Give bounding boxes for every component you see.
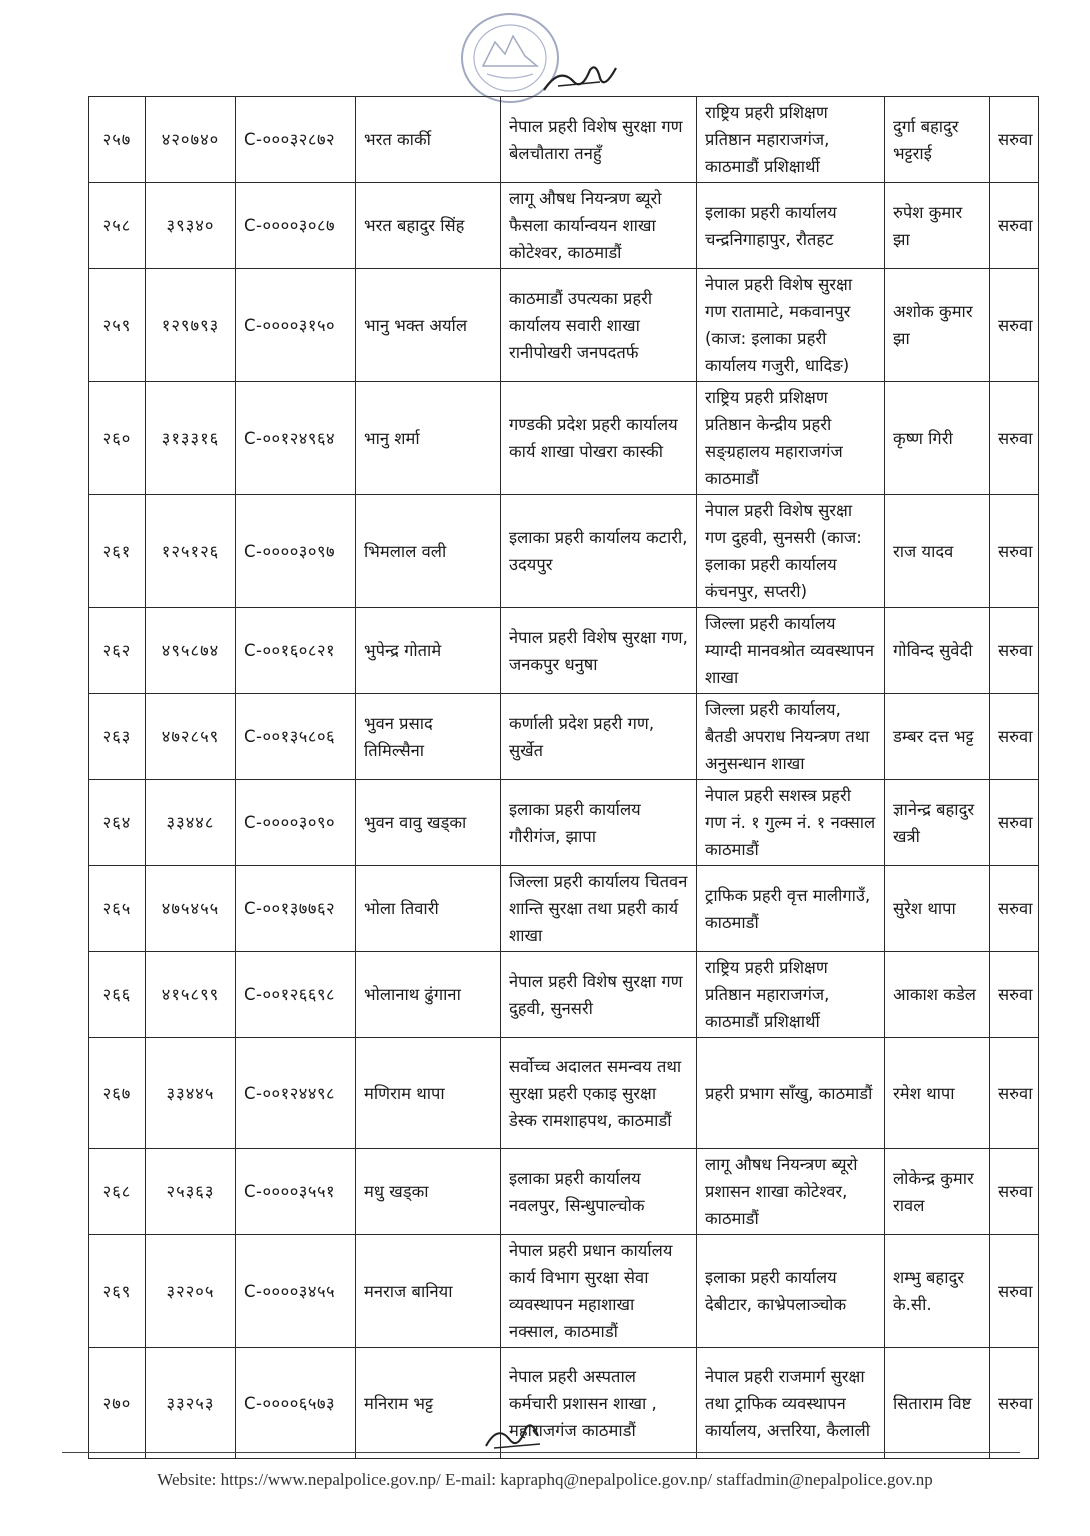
decided-by-cell: रमेश थापा (885, 1038, 990, 1149)
employee-id-cell: १२५१२६ (146, 495, 236, 608)
serial-number-cell: २६६ (89, 952, 146, 1038)
action-cell: सरुवा (990, 495, 1039, 608)
employee-name-cell: भोलानाथ ढुंगाना (356, 952, 501, 1038)
from-office-cell: नेपाल प्रहरी विशेष सुरक्षा गण दुहवी, सुनसरी (501, 952, 697, 1038)
action-cell: सरुवा (990, 382, 1039, 495)
code-cell: C-००००३५५१ (236, 1149, 356, 1235)
employee-id-cell: ३९३४० (146, 183, 236, 269)
signature-top-icon (540, 60, 620, 100)
from-office-cell: नेपाल प्रहरी प्रधान कार्यालय कार्य विभाग सुरक्षा सेवा व्यवस्थापन महाशाखा नक्साल, काठमाडौं (501, 1235, 697, 1348)
action-cell: सरुवा (990, 1149, 1039, 1235)
to-office-cell: नेपाल प्रहरी राजमार्ग सुरक्षा तथा ट्राफिक व्यवस्थापन कार्यालय, अत्तरिया, कैलाली (697, 1348, 885, 1459)
serial-number-cell: २६० (89, 382, 146, 495)
from-office-cell: इलाका प्रहरी कार्यालय नवलपुर, सिन्धुपाल्चोक (501, 1149, 697, 1235)
employee-name-cell: भिमलाल वली (356, 495, 501, 608)
table-row (89, 1149, 1039, 1235)
action-cell: सरुवा (990, 1348, 1039, 1459)
employee-id-cell: ३३२५३ (146, 1348, 236, 1459)
employee-name-cell: मणिराम थापा (356, 1038, 501, 1149)
to-office-cell: राष्ट्रिय प्रहरी प्रशिक्षण प्रतिष्ठान महाराजगंज, काठमाडौं प्रशिक्षार्थी (697, 952, 885, 1038)
decided-by-cell: राज यादव (885, 495, 990, 608)
table-row (89, 382, 1039, 495)
serial-number-cell: २६२ (89, 608, 146, 694)
table-row (89, 1348, 1039, 1459)
employee-id-cell: ४७२८५९ (146, 694, 236, 780)
table-row (89, 952, 1039, 1038)
serial-number-cell: २६७ (89, 1038, 146, 1149)
action-cell: सरुवा (990, 866, 1039, 952)
from-office-cell: इलाका प्रहरी कार्यालय कटारी, उदयपुर (501, 495, 697, 608)
from-office-cell: नेपाल प्रहरी विशेष सुरक्षा गण, जनकपुर धनुषा (501, 608, 697, 694)
action-cell: सरुवा (990, 183, 1039, 269)
action-cell: सरुवा (990, 97, 1039, 183)
to-office-cell: नेपाल प्रहरी सशस्त्र प्रहरी गण नं. १ गुल्म नं. १ नक्साल काठमाडौं (697, 780, 885, 866)
table-row (89, 694, 1039, 780)
table-row (89, 1235, 1039, 1348)
table-row (89, 183, 1039, 269)
code-cell: C-००००३०९० (236, 780, 356, 866)
action-cell: सरुवा (990, 694, 1039, 780)
employee-name-cell: भुवन वावु खड्का (356, 780, 501, 866)
employee-id-cell: ३३४४५ (146, 1038, 236, 1149)
employee-name-cell: भरत कार्की (356, 97, 501, 183)
employee-id-cell: ३२२०५ (146, 1235, 236, 1348)
from-office-cell: लागू औषध नियन्त्रण ब्यूरो फैसला कार्यान्वयन शाखा कोटेश्वर, काठमाडौं (501, 183, 697, 269)
from-office-cell: कर्णाली प्रदेश प्रहरी गण, सुर्खेत (501, 694, 697, 780)
employee-id-cell: २५३६३ (146, 1149, 236, 1235)
footer-contact: Website: https://www.nepalpolice.gov.np/ E-mail: kapraphq@nepalpolice.gov.np/ staffadmin@nepalpolice.gov.np (157, 1470, 933, 1489)
action-cell: सरुवा (990, 269, 1039, 382)
decided-by-cell: गोविन्द सुवेदी (885, 608, 990, 694)
table-row (89, 608, 1039, 694)
employee-id-cell: ४२०७४० (146, 97, 236, 183)
serial-number-cell: २५८ (89, 183, 146, 269)
to-office-cell: इलाका प्रहरी कार्यालय देबीटार, काभ्रेपलाञ्चोक (697, 1235, 885, 1348)
to-office-cell: नेपाल प्रहरी विशेष सुरक्षा गण दुहवी, सुनसरी (काज: इलाका प्रहरी कार्यालय कंचनपुर, सप्तरी) (697, 495, 885, 608)
table-row (89, 269, 1039, 382)
code-cell: C-००००३०९७ (236, 495, 356, 608)
signature-bottom-icon (480, 1416, 550, 1456)
decided-by-cell: सिताराम विष्ट (885, 1348, 990, 1459)
employee-name-cell: भुवन प्रसाद तिमिल्सैना (356, 694, 501, 780)
serial-number-cell: २६८ (89, 1149, 146, 1235)
employee-name-cell: मधु खड्का (356, 1149, 501, 1235)
to-office-cell: जिल्ला प्रहरी कार्यालय, बैतडी अपराध नियन्त्रण तथा अनुसन्धान शाखा (697, 694, 885, 780)
from-office-cell: इलाका प्रहरी कार्यालय गौरीगंज, झापा (501, 780, 697, 866)
decided-by-cell: ज्ञानेन्द्र बहादुर खत्री (885, 780, 990, 866)
from-office-cell: काठमाडौं उपत्यका प्रहरी कार्यालय सवारी शाखा रानीपोखरी जनपदतर्फ (501, 269, 697, 382)
table-row (89, 1038, 1039, 1149)
employee-name-cell: भानु भक्त अर्याल (356, 269, 501, 382)
decided-by-cell: रुपेश कुमार झा (885, 183, 990, 269)
employee-name-cell: भुपेन्द्र गोतामे (356, 608, 501, 694)
action-cell: सरुवा (990, 1038, 1039, 1149)
to-office-cell: ट्राफिक प्रहरी वृत्त मालीगाउँ, काठमाडौं (697, 866, 885, 952)
decided-by-cell: आकाश कडेल (885, 952, 990, 1038)
from-office-cell: नेपाल प्रहरी विशेष सुरक्षा गण बेलचौतारा तनहुँ (501, 97, 697, 183)
employee-id-cell: ४७५४५५ (146, 866, 236, 952)
serial-number-cell: २७० (89, 1348, 146, 1459)
decided-by-cell: दुर्गा बहादुर भट्टराई (885, 97, 990, 183)
from-office-cell: नेपाल प्रहरी अस्पताल कर्मचारी प्रशासन शाखा , महाराजगंज काठमाडौं (501, 1348, 697, 1459)
from-office-cell: जिल्ला प्रहरी कार्यालय चितवन शान्ति सुरक्षा तथा प्रहरी कार्य शाखा (501, 866, 697, 952)
table-row (89, 866, 1039, 952)
employee-name-cell: भोला तिवारी (356, 866, 501, 952)
action-cell: सरुवा (990, 608, 1039, 694)
employee-id-cell: १२९७९३ (146, 269, 236, 382)
serial-number-cell: २५९ (89, 269, 146, 382)
employee-name-cell: मनिराम भट्ट (356, 1348, 501, 1459)
action-cell: सरुवा (990, 780, 1039, 866)
table-row (89, 780, 1039, 866)
employee-id-cell: ३३४४८ (146, 780, 236, 866)
decided-by-cell: कृष्ण गिरी (885, 382, 990, 495)
employee-name-cell: भानु शर्मा (356, 382, 501, 495)
serial-number-cell: २६९ (89, 1235, 146, 1348)
decided-by-cell: डम्बर दत्त भट्ट (885, 694, 990, 780)
code-cell: C-००१२६६९८ (236, 952, 356, 1038)
employee-name-cell: मनराज बानिया (356, 1235, 501, 1348)
employee-id-cell: ४१५८९९ (146, 952, 236, 1038)
code-cell: C-०००३२८७२ (236, 97, 356, 183)
serial-number-cell: २६१ (89, 495, 146, 608)
transfer-roster-table (88, 96, 1039, 1459)
code-cell: C-००१३५८०६ (236, 694, 356, 780)
code-cell: C-००००६५७३ (236, 1348, 356, 1459)
to-office-cell: राष्ट्रिय प्रहरी प्रशिक्षण प्रतिष्ठान महाराजगंज, काठमाडौं प्रशिक्षार्थी (697, 97, 885, 183)
table-row (89, 97, 1039, 183)
code-cell: C-००१६०८२१ (236, 608, 356, 694)
serial-number-cell: २६३ (89, 694, 146, 780)
code-cell: C-००१२४९६४ (236, 382, 356, 495)
to-office-cell: नेपाल प्रहरी विशेष सुरक्षा गण रातामाटे, मकवानपुर (काज: इलाका प्रहरी कार्यालय गजुरी, धादिङ) (697, 269, 885, 382)
code-cell: C-००१३७७६२ (236, 866, 356, 952)
decided-by-cell: लोकेन्द्र कुमार रावल (885, 1149, 990, 1235)
from-office-cell: गण्डकी प्रदेश प्रहरी कार्यालय कार्य शाखा पोखरा कास्की (501, 382, 697, 495)
code-cell: C-००००३४५५ (236, 1235, 356, 1348)
code-cell: C-००००३१५० (236, 269, 356, 382)
employee-id-cell: ४९५८७४ (146, 608, 236, 694)
serial-number-cell: २६५ (89, 866, 146, 952)
decided-by-cell: सुरेश थापा (885, 866, 990, 952)
decided-by-cell: अशोक कुमार झा (885, 269, 990, 382)
from-office-cell: सर्वोच्च अदालत समन्वय तथा सुरक्षा प्रहरी एकाइ सुरक्षा डेस्क रामशाहपथ, काठमाडौं (501, 1038, 697, 1149)
to-office-cell: राष्ट्रिय प्रहरी प्रशिक्षण प्रतिष्ठान केन्द्रीय प्रहरी सङ्ग्रहालय महाराजगंज काठमाडौं (697, 382, 885, 495)
decided-by-cell: शम्भु बहादुर के.सी. (885, 1235, 990, 1348)
action-cell: सरुवा (990, 952, 1039, 1038)
serial-number-cell: २६४ (89, 780, 146, 866)
to-office-cell: प्रहरी प्रभाग साँखु, काठमाडौं (697, 1038, 885, 1149)
table-row (89, 495, 1039, 608)
code-cell: C-००००३०८७ (236, 183, 356, 269)
action-cell: सरुवा (990, 1235, 1039, 1348)
code-cell: C-००१२४४९८ (236, 1038, 356, 1149)
serial-number-cell: २५७ (89, 97, 146, 183)
employee-name-cell: भरत बहादुर सिंह (356, 183, 501, 269)
to-office-cell: लागू औषध नियन्त्रण ब्यूरो प्रशासन शाखा कोटेश्वर, काठमाडौं (697, 1149, 885, 1235)
to-office-cell: इलाका प्रहरी कार्यालय चन्द्रनिगाहापुर, रौतहट (697, 183, 885, 269)
to-office-cell: जिल्ला प्रहरी कार्यालय म्याग्दी मानवश्रोत व्यवस्थापन शाखा (697, 608, 885, 694)
employee-id-cell: ३१३३१६ (146, 382, 236, 495)
